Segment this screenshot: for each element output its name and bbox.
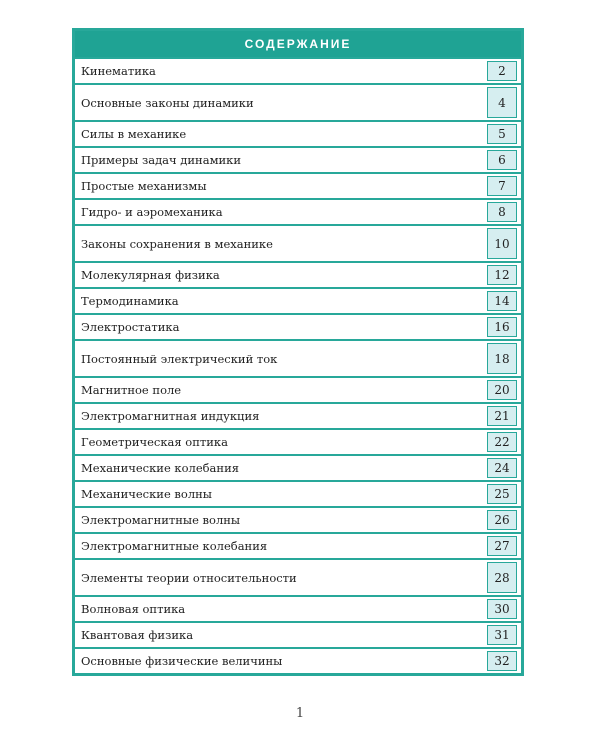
toc-rows (75, 57, 521, 673)
toc-item-page: 14 (487, 291, 517, 311)
toc-row[interactable] (75, 224, 521, 261)
toc-item-page: 24 (487, 458, 517, 478)
toc-item-page: 6 (487, 150, 517, 170)
toc-item-page: 4 (487, 87, 517, 118)
toc-item-title: Постоянный электрический ток (75, 341, 487, 376)
toc-item-title: Электромагнитные волны (75, 508, 487, 532)
toc-item-title: Термодинамика (75, 289, 487, 313)
toc-row[interactable] (75, 647, 521, 673)
table-of-contents (72, 28, 524, 676)
toc-row[interactable] (75, 621, 521, 647)
toc-row[interactable] (75, 402, 521, 428)
toc-item-title: Гидро- и аэромеханика (75, 200, 487, 224)
page-number: 1 (295, 706, 305, 721)
toc-item-title: Основные физические величины (75, 649, 487, 673)
toc-item-page: 27 (487, 536, 517, 556)
toc-item-page: 5 (487, 124, 517, 144)
toc-row[interactable] (75, 595, 521, 621)
toc-item-title: Молекулярная физика (75, 263, 487, 287)
toc-row[interactable] (75, 120, 521, 146)
toc-item-title: Геометрическая оптика (75, 430, 487, 454)
toc-item-title: Основные законы динамики (75, 85, 487, 120)
toc-row[interactable] (75, 172, 521, 198)
toc-item-title: Простые механизмы (75, 174, 487, 198)
toc-header: СОДЕРЖАНИЕ (75, 31, 521, 57)
toc-item-page: 25 (487, 484, 517, 504)
toc-item-page: 8 (487, 202, 517, 222)
toc-item-page: 26 (487, 510, 517, 530)
toc-row[interactable] (75, 454, 521, 480)
toc-item-page: 7 (487, 176, 517, 196)
toc-item-page: 2 (487, 61, 517, 81)
toc-row[interactable] (75, 57, 521, 83)
toc-row[interactable] (75, 558, 521, 595)
toc-row[interactable] (75, 480, 521, 506)
toc-item-page: 32 (487, 651, 517, 671)
toc-item-page: 21 (487, 406, 517, 426)
toc-row[interactable] (75, 339, 521, 376)
toc-item-page: 30 (487, 599, 517, 619)
toc-item-title: Магнитное поле (75, 378, 487, 402)
toc-item-page: 18 (487, 343, 517, 374)
toc-row[interactable] (75, 376, 521, 402)
toc-item-title: Элементы теории относительности (75, 560, 487, 595)
toc-row[interactable] (75, 83, 521, 120)
toc-row[interactable] (75, 198, 521, 224)
toc-row[interactable] (75, 313, 521, 339)
toc-item-page: 10 (487, 228, 517, 259)
toc-item-title: Примеры задач динамики (75, 148, 487, 172)
toc-item-page: 12 (487, 265, 517, 285)
toc-row[interactable] (75, 428, 521, 454)
toc-item-title: Механические волны (75, 482, 487, 506)
toc-item-title: Силы в механике (75, 122, 487, 146)
toc-item-page: 20 (487, 380, 517, 400)
toc-row[interactable] (75, 506, 521, 532)
toc-item-title: Законы сохранения в механике (75, 226, 487, 261)
toc-item-title: Кинематика (75, 59, 487, 83)
toc-item-title: Волновая оптика (75, 597, 487, 621)
toc-item-title: Электростатика (75, 315, 487, 339)
toc-item-page: 31 (487, 625, 517, 645)
toc-item-page: 22 (487, 432, 517, 452)
toc-item-page: 16 (487, 317, 517, 337)
toc-item-title: Электромагнитная индукция (75, 404, 487, 428)
toc-row[interactable] (75, 287, 521, 313)
toc-item-title: Механические колебания (75, 456, 487, 480)
toc-row[interactable] (75, 146, 521, 172)
toc-row[interactable] (75, 261, 521, 287)
toc-item-page: 28 (487, 562, 517, 593)
toc-item-title: Электромагнитные колебания (75, 534, 487, 558)
toc-item-title: Квантовая физика (75, 623, 487, 647)
toc-row[interactable] (75, 532, 521, 558)
